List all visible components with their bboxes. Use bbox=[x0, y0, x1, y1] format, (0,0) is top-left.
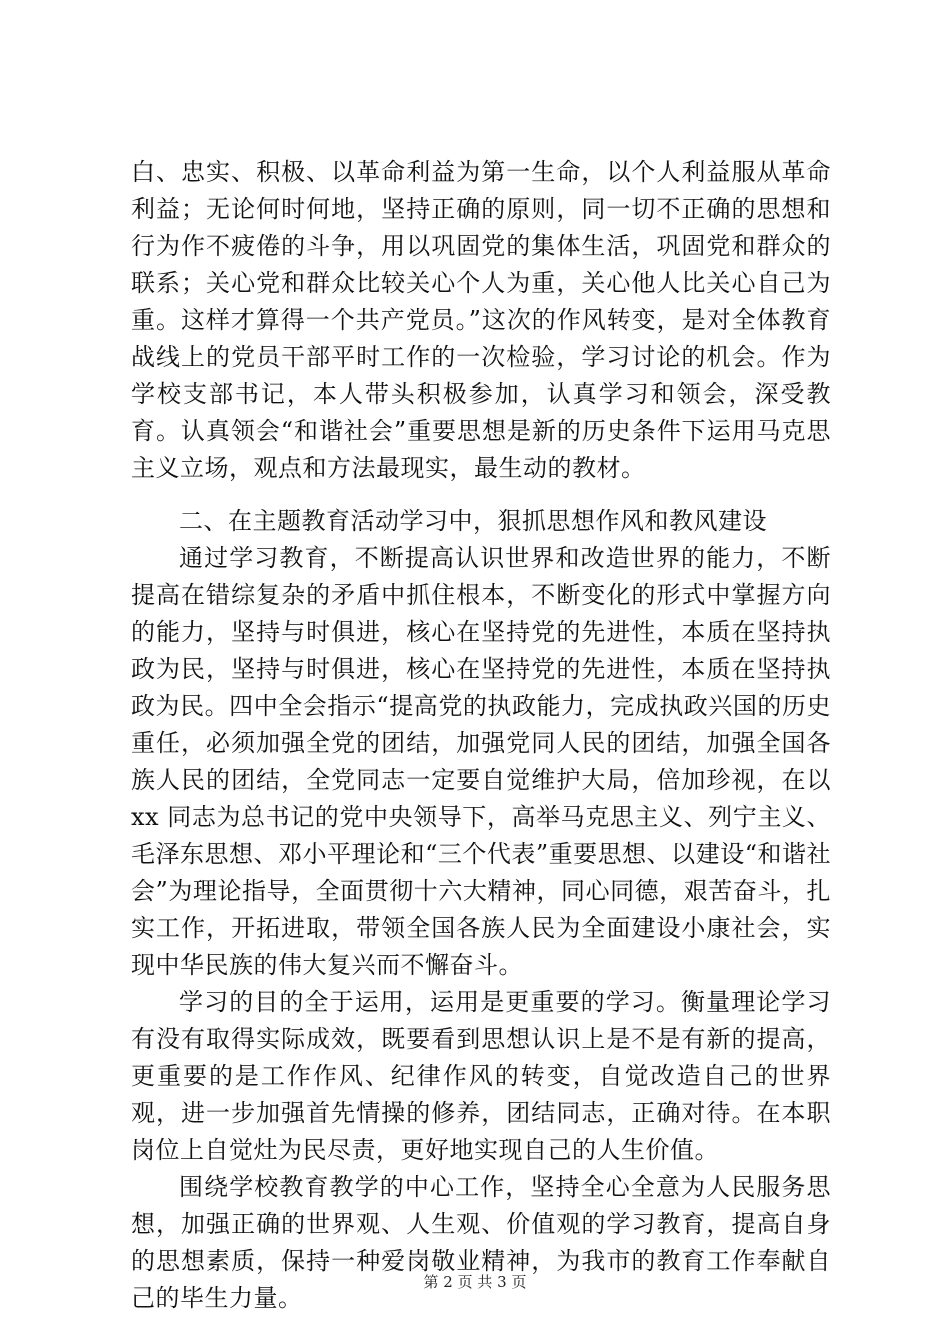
paragraph-teaching-work: 围绕学校教育教学的中心工作，坚持全心全意为人民服务思想，加强正确的世界观、人生观、价值观的学习教育，提高自身的思想素质，保持一种爱岗敬业精神，为我市的教育工作奉献自己的毕生力量。 bbox=[131, 1173, 831, 1312]
paragraph-continuation: 白、忠实、积极、以革命利益为第一生命，以个人利益服从革命利益；无论何时何地，坚持正确的原则，同一切不正确的思想和行为作不疲倦的斗争，用以巩固党的集体生活，巩固党和群众的联系；关心党和群众比较关心个人为重，关心他人比关心自己为重。这样才算得一个共产党员。”这次的作风转变，是对全体教育战线上的党员干部平时工作的一次检验，学习讨论的机会。作为学校支部书记，本人带头积极参加，认真学习和领会，深受教育。认真领会“和谐社会”重要思想是新的历史条件下运用马克思主义立场，观点和方法最现实，最生动的教材。 bbox=[131, 158, 831, 482]
paragraph-study-education: 通过学习教育，不断提高认识世界和改造世界的能力，不断提高在错综复杂的矛盾中抓住根本，不断变化的形式中掌握方向的能力，坚持与时俱进，核心在坚持党的先进性，本质在坚持执政为民，坚持与时俱进，核心在坚持党的先进性，本质在坚持执政为民。四中全会指示“提高党的执政能力，完成执政兴国的历史重任，必须加强全党的团结，加强党同人民的团结，加强全国各族人民的团结，全党同志一定要自觉维护大局，倍加珍视，在以 xx 同志为总书记的党中央领导下，高举马克思主义、列宁主义、毛泽东思想、邓小平理论和“三个代表”重要思想、以建设“和谐社会”为理论指导，全面贯彻十六大精神，同心同德，艰苦奋斗，扎实工作，开拓进取，带领全国各族人民为全面建设小康社会，实现中华民族的伟大复兴而不懈奋斗。 bbox=[131, 544, 831, 979]
paragraph-study-purpose: 学习的目的全于运用，运用是更重要的学习。衡量理论学习有没有取得实际成效，既要看到思想认识上是不是有新的提高，更重要的是工作作风、纪律作风的转变，自觉改造自己的世界观，进一步加强首先情操的修养，团结同志，正确对待。在本职岗位上自觉灶为民尽责，更好地实现自己的人生价值。 bbox=[131, 988, 831, 1164]
section-heading: 二、在主题教育活动学习中，狠抓思想作风和教风建设 bbox=[179, 507, 767, 535]
page-number-footer: 第 2 页 共 3 页 bbox=[423, 1273, 527, 1291]
document-body bbox=[131, 154, 831, 1317]
